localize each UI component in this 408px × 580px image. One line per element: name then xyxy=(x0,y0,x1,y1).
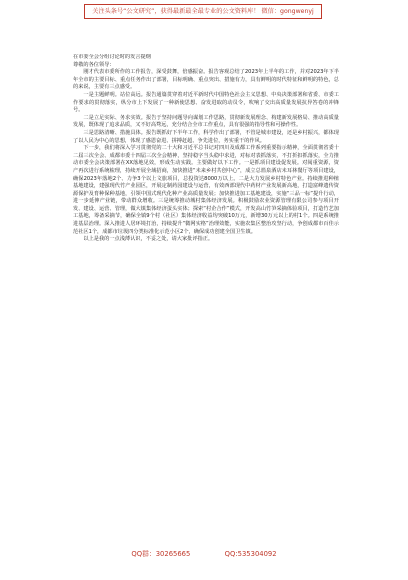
document-body xyxy=(73,54,339,524)
footer-contact xyxy=(0,548,408,560)
top-banner[interactable] xyxy=(84,4,322,19)
paragraph: 三是思路清晰、措施具体。报告既抓好下半年工作，科学作出了部署，不管是城市建设，还是乡村振兴，都体现了以人民为中心的思想，体现了感恩奋进、拼搏赶超、争先进位，务实重干的作风。 xyxy=(73,129,339,144)
paragraph: 二是立足实际、务求实效。报告于坚持问题导向谋划工作思路，贯彻新发展理念、构建新发展格局、推动高质量发展，既体现了追求品质，又不好高骛远，充分结合全市工作重点，具有很强的指导性和可操作性。 xyxy=(73,114,339,129)
banner-text: 关注头条号“公文研究”，获得最新最全最专业的公文资料库！ 微信：gongwenyj xyxy=(92,8,314,15)
paragraph: 下一步，我们将深入学习贯彻党的二十大和习近平总书记对四川及成都工作系列重要指示精神，全面贯彻省委十二届三次全会、成都市委十四届三次全会精神，坚持稳字当头稳中求进，对标对表抓落实，不打折扣抓落实，全力推动市委全会决策部署在XX落地见效，形成生动实践。主要做好以下工作。一是抓项目建设促发展。对阅重资源，资产再次进行系统梳理，持续开展全域招商，加快推进“未来乡村共创中心”，成立总篮泉酒店未耳林餐厅等项目建设，确保2023年落地2个、力争3个以上文旅项目，总投资达8000万以上。二是大力发展乡村特色产业。持续推进种植基地建设，建强现代竹产业园区，开展定制药园建设与运营，有效西部现代中药材产业发展新高地，打造富峰遗传资源保护及育种保种基地，引领中国式现代化种产业高质量发展；加快推进加工基地建设，实施“三品一标”提升行动，进一步延伸产业链，带动群众增收。三是统筹推动城村集体经济发展。积极鼓励农业资源管理有限公司参与项目开发、建设、运营、管理，做大镇集体经济蛋头实体；探索“村企合作”模式，开发高山竹笋采摘体验项目，打造竹艺加工基地，筹备采摘节，确保全镇9个村（社区）集体经济收益均突破10万元，新增30万元以上的村1个。四是系统推进基层治理。深入推进人居环境打治，持续提升“微网实格”治理效能，实施农集区整治攻坚行动，争创成都市百佳示范社区1个，成都市垃圾四分类标准化示范小区2个，确保成功创建全国卫生镇。 xyxy=(73,145,339,235)
paragraph: 刚才代表市委所作的工作报告，深受鼓舞，倍感振奋。报告客观总结了2023年上半年的工作，并对2023年下半年全市的主要目标、重点任务作出了部署，目标明确、重点突出、措施有力，具有鲜明的时代特征和鲜明的特色，总的来说，主要有三点感受。 xyxy=(73,69,339,91)
closing-line: 以上是我的一点浅薄认识，不妥之处，请大家批评指正。 xyxy=(83,236,214,243)
document-title: 在市委全会分组讨论时的发言提纲 xyxy=(73,54,151,60)
footer-qq-group: QQ群：30265665 xyxy=(131,550,191,558)
paragraph: 一是主题鲜明。站位高远。报告通篇贯穿着对近平新时代中国特色社会主义思想、中央决策部署和省委、市委工作要求的贯彻落实，纵分市上下发展了一种新使思想、奋发进取的动员令，吹响了交出高质量发展抗异答卷的冲锋号。 xyxy=(73,91,339,114)
salutation: 尊敬的各位领导： xyxy=(73,61,115,68)
footer-qq: QQ:535304092 xyxy=(224,550,277,558)
